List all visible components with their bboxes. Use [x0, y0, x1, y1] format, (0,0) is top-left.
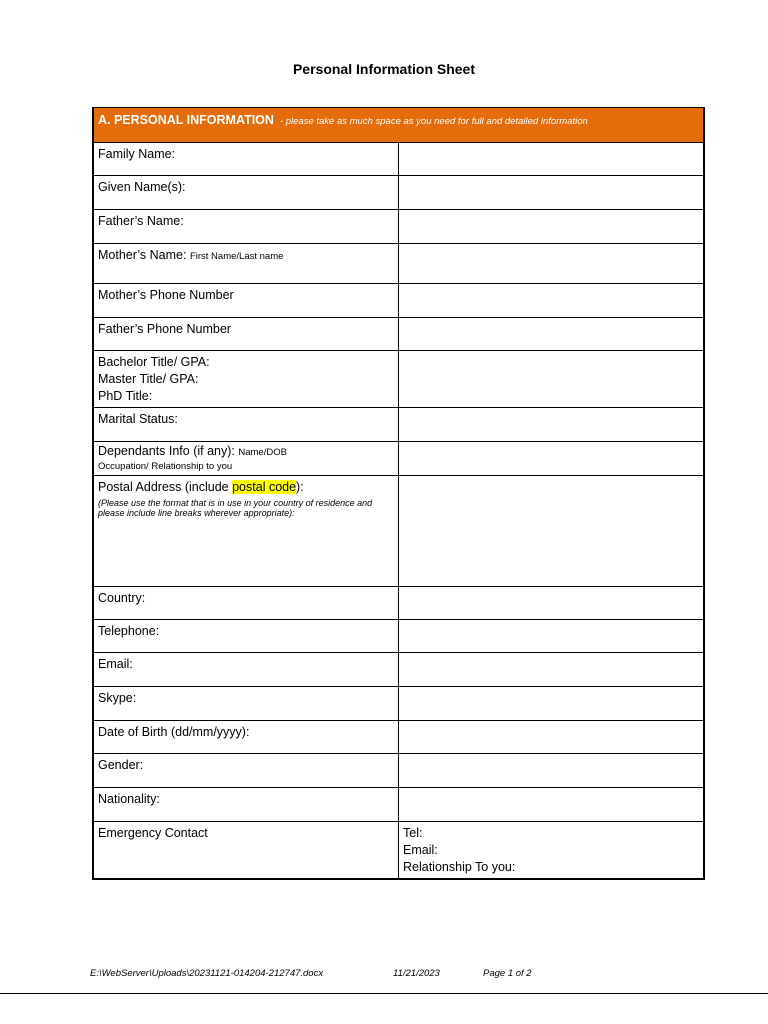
- education-field[interactable]: [399, 351, 705, 408]
- dependants-hint-1: Name/DOB: [238, 447, 287, 458]
- family-name-label: Family Name:: [93, 143, 399, 176]
- marital-status-label: Marital Status:: [93, 408, 399, 442]
- footer-date: 11/21/2023: [393, 968, 440, 979]
- postal-address-field[interactable]: [399, 476, 705, 587]
- dependants-hint-2: Occupation/ Relationship to you: [98, 461, 233, 472]
- father-name-label: Father’s Name:: [93, 210, 399, 244]
- email-field[interactable]: [399, 653, 705, 687]
- mother-phone-field[interactable]: [399, 284, 705, 318]
- nationality-field[interactable]: [399, 788, 705, 822]
- emergency-email-label: Email:: [403, 843, 438, 857]
- row-marital-status: [93, 408, 704, 442]
- skype-field[interactable]: [399, 687, 705, 721]
- gender-field[interactable]: [399, 754, 705, 788]
- row-skype: [93, 687, 704, 721]
- row-dependants: [93, 442, 704, 476]
- row-email: [93, 653, 704, 687]
- mother-phone-label: Mother’s Phone Number: [93, 284, 399, 318]
- country-field[interactable]: [399, 587, 705, 620]
- gender-label: Gender:: [93, 754, 399, 788]
- postal-hint: (Please use the format that is in use in your country of residence and please include line breaks wherever appropriate):: [98, 498, 373, 518]
- section-note: - please take as much space as you need for full and detailed information: [279, 116, 588, 127]
- telephone-label: Telephone:: [93, 620, 399, 653]
- section-title: A. PERSONAL INFORMATION: [98, 113, 274, 127]
- education-cell: [93, 351, 399, 408]
- mother-name-cell: [93, 244, 399, 284]
- father-name-field[interactable]: [399, 210, 705, 244]
- family-name-field[interactable]: [399, 143, 705, 176]
- dob-label: Date of Birth (dd/mm/yyyy):: [93, 721, 399, 754]
- footer-page-number: Page 1 of 2: [483, 968, 532, 979]
- dependants-label: Dependants Info (if any):: [98, 444, 235, 458]
- mother-name-field[interactable]: [399, 244, 705, 284]
- postal-code-highlight: postal code: [232, 480, 297, 494]
- father-phone-field[interactable]: [399, 318, 705, 351]
- dependants-cell: [93, 442, 399, 476]
- row-country: [93, 587, 704, 620]
- skype-label: Skype:: [93, 687, 399, 721]
- postal-address-cell: [93, 476, 399, 587]
- telephone-field[interactable]: [399, 620, 705, 653]
- given-names-label: Given Name(s):: [93, 176, 399, 210]
- personal-info-form: [92, 107, 705, 880]
- emergency-tel-label: Tel:: [403, 826, 423, 840]
- mother-name-label: Mother’s Name:: [98, 248, 187, 262]
- mother-name-hint: First Name/Last name: [189, 251, 284, 262]
- footer-file-path: E:\WebServer\Uploads\20231121-014204-212747.docx: [90, 968, 324, 979]
- footer-divider: [0, 993, 768, 994]
- row-given-names: [93, 176, 704, 210]
- father-phone-label: Father’s Phone Number: [93, 318, 399, 351]
- row-nationality: [93, 788, 704, 822]
- marital-status-field[interactable]: [399, 408, 705, 442]
- given-names-field[interactable]: [399, 176, 705, 210]
- postal-label-prefix: Postal Address (include: [98, 480, 233, 494]
- email-label: Email:: [93, 653, 399, 687]
- dob-field[interactable]: [399, 721, 705, 754]
- row-mother-phone: [93, 284, 704, 318]
- postal-label-suffix: ):: [296, 480, 304, 494]
- bachelor-label: Bachelor Title/ GPA:: [98, 355, 210, 369]
- dependants-field[interactable]: [399, 442, 705, 476]
- row-father-name: [93, 210, 704, 244]
- row-gender: [93, 754, 704, 788]
- country-label: Country:: [93, 587, 399, 620]
- master-label: Master Title/ GPA:: [98, 372, 199, 386]
- row-postal-address: [93, 476, 704, 587]
- section-header: [93, 108, 704, 143]
- row-telephone: [93, 620, 704, 653]
- row-family-name: [93, 143, 704, 176]
- nationality-label: Nationality:: [93, 788, 399, 822]
- emergency-relationship-label: Relationship To you:: [403, 860, 516, 874]
- page-title: Personal Information Sheet: [292, 61, 476, 77]
- emergency-contact-label: Emergency Contact: [93, 822, 399, 879]
- emergency-contact-field[interactable]: [399, 822, 705, 879]
- row-mother-name: [93, 244, 704, 284]
- phd-label: PhD Title:: [98, 389, 153, 403]
- row-emergency-contact: [93, 822, 704, 879]
- row-father-phone: [93, 318, 704, 351]
- row-dob: [93, 721, 704, 754]
- row-education: [93, 351, 704, 408]
